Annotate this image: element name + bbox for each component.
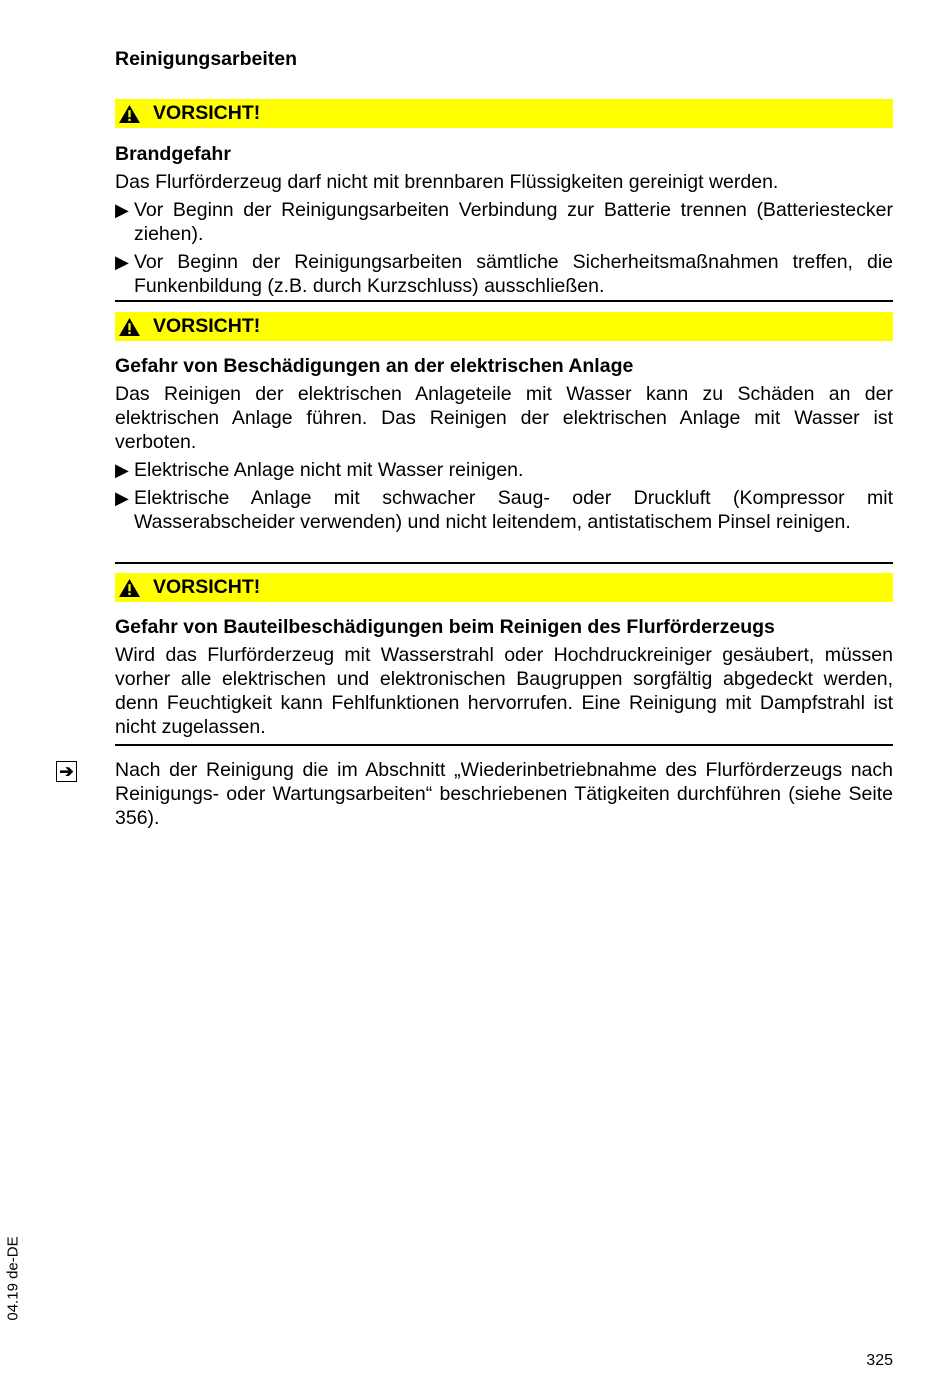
divider <box>115 300 893 302</box>
bullet-triangle-icon: ▶ <box>115 200 129 220</box>
warning-text: Wird das Flurförderzeug mit Wasserstrahl oder Hochdruckreiniger gesäubert, müssen vorher alle elektrischen und elektronischen Baugruppen sorgfältig abgedeckt werden, denn Feuchtigkeit kann Fehlfunktionen hervorrufen. Eine Reinigung mit Dampfstrahl ist nicht zugelassen. <box>115 644 893 738</box>
warning-heading: Gefahr von Beschädigungen an der elektrischen Anlage <box>115 355 634 377</box>
list-item <box>115 198 893 246</box>
list-item-text: Vor Beginn der Reinigungsarbeiten sämtliche Sicherheitsmaßnahmen treffen, die Funkenbildung (z.B. durch Kurzschluss) ausschließen. <box>134 251 893 297</box>
warning-body <box>115 354 893 534</box>
caution-banner <box>115 99 893 128</box>
warning-body <box>115 142 893 298</box>
note-text: Nach der Reinigung die im Abschnitt „Wiederinbetriebnahme des Flurförderzeugs nach Reinigungs- oder Wartungsarbeiten“ beschriebenen Tätigkeiten durchführen (siehe Seite 356). <box>115 759 893 829</box>
list-item-text: Vor Beginn der Reinigungsarbeiten Verbindung zur Batterie trennen (Batteriestecker ziehen). <box>134 199 893 245</box>
warning-heading: Gefahr von Bauteilbeschädigungen beim Reinigen des Flurförderzeugs <box>115 616 775 638</box>
bullet-triangle-icon: ▶ <box>115 460 129 480</box>
list-item-text: Elektrische Anlage mit schwacher Saug- oder Druckluft (Kompressor mit Wasserabscheider verwenden) und nicht leitendem, antistatischem Pinsel reinigen. <box>134 487 893 533</box>
warning-triangle-icon <box>118 578 141 598</box>
arrow-right-icon: ➔ <box>56 761 77 782</box>
caution-banner <box>115 312 893 341</box>
caution-label: VORSICHT! <box>153 576 261 598</box>
warning-text: Das Flurförderzeug darf nicht mit brennbaren Flüssigkeiten gereinigt werden. <box>115 171 779 193</box>
list-item <box>115 486 893 534</box>
bullet-triangle-icon: ▶ <box>115 488 129 508</box>
warning-heading: Brandgefahr <box>115 143 231 165</box>
list-item-text: Elektrische Anlage nicht mit Wasser reinigen. <box>134 459 524 481</box>
caution-label: VORSICHT! <box>153 102 261 124</box>
caution-banner <box>115 573 893 602</box>
warning-text: Das Reinigen der elektrischen Anlageteile mit Wasser kann zu Schäden an der elektrischen Anlage führen. Das Reinigen der elektrischen Anlage mit Wasser ist verboten. <box>115 383 893 453</box>
page-number: 325 <box>866 1352 893 1369</box>
list-item <box>115 250 893 298</box>
bullet-triangle-icon: ▶ <box>115 252 129 272</box>
note <box>115 758 893 830</box>
warning-triangle-icon <box>118 317 141 337</box>
warning-triangle-icon <box>118 104 141 124</box>
list-item <box>115 458 893 482</box>
document-code: 04.19 de-DE <box>4 1236 22 1321</box>
caution-label: VORSICHT! <box>153 315 261 337</box>
section-title: Reinigungsarbeiten <box>115 48 298 70</box>
divider <box>115 562 893 564</box>
warning-body <box>115 615 893 739</box>
divider <box>115 744 893 746</box>
